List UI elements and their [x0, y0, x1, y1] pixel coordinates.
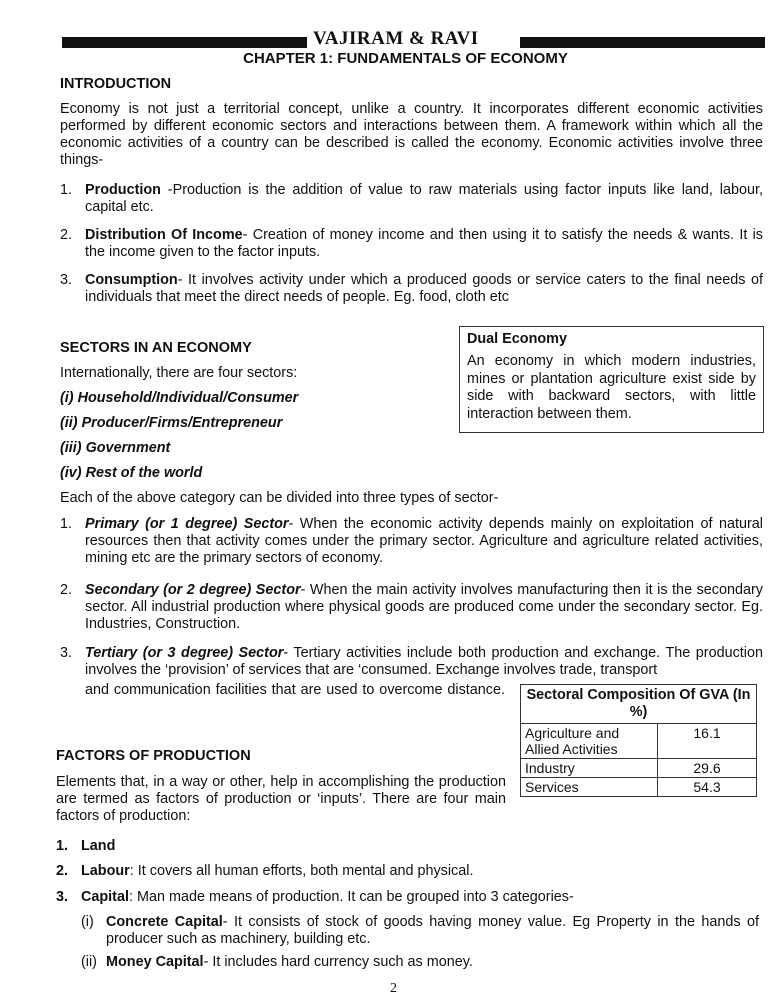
item-term: Land: [81, 838, 116, 854]
item-term: Distribution Of Income: [85, 227, 243, 243]
item-number: (ii): [81, 954, 97, 970]
sectors-intro: Internationally, there are four sectors:: [60, 365, 298, 381]
item-text: : Man made means of production. It can be grouped into 3 categories-: [128, 889, 574, 905]
item-term: Labour: [81, 863, 130, 879]
gva-table-title: Sectoral Composition Of GVA (In %): [520, 684, 757, 723]
factors-heading: FACTORS OF PRODUCTION: [56, 748, 251, 764]
item-number: 2.: [56, 863, 69, 879]
gva-label: Industry: [521, 759, 658, 778]
item-text: - Tertiary activities include both production and exchange. The production involves the ‘provision’ of services that are ‘consumed. Exchange involves trade, transport: [85, 645, 763, 678]
dual-economy-text: An economy in which modern industries, mines or plantation agriculture exist side by side with backward sectors, with little interaction between them.: [467, 353, 756, 422]
intro-paragraph: Economy is not just a territorial concept, unlike a country. It incorporates different economic activities performed by different economic sectors and interactions between them. A framework within which all the economic activities of a country can be described is called the economy. Economic activities involve three things-: [60, 101, 763, 168]
item-number: 1.: [60, 182, 73, 198]
item-term: Concrete Capital: [106, 914, 223, 930]
intro-heading: INTRODUCTION: [60, 76, 172, 92]
item-number: 3.: [56, 889, 69, 905]
sector-type-tertiary: [60, 645, 763, 679]
item-text: - When the economic activity depends mainly on exploitation of natural resources then that activity comes under the primary sector. Agriculture and agriculture related activities, mining etc are the primary sectors of economy.: [85, 516, 763, 566]
table-row: [521, 778, 757, 797]
factor-land: [56, 838, 756, 855]
chapter-title: CHAPTER 1: FUNDAMENTALS OF ECONOMY: [243, 50, 568, 67]
item-number: 3.: [60, 645, 73, 661]
item-term: Primary (or 1 degree) Sector: [85, 516, 289, 532]
item-number: (i): [81, 914, 94, 930]
item-term: Tertiary (or 3 degree) Sector: [85, 645, 284, 661]
gva-label: Services: [521, 778, 658, 797]
item-term: Money Capital: [106, 954, 204, 970]
sector-producer: (ii) Producer/Firms/Entrepreneur: [60, 415, 283, 431]
capital-type-money: [81, 954, 759, 971]
item-term: Secondary (or 2 degree) Sector: [85, 582, 301, 598]
header-bar-right: [520, 37, 765, 48]
factor-labour: [56, 863, 756, 880]
table-row: [521, 724, 757, 759]
intro-item-consumption: [60, 272, 763, 306]
header-bar-left: [62, 37, 307, 48]
page-number: 2: [390, 981, 397, 996]
sectors-heading: SECTORS IN AN ECONOMY: [60, 340, 252, 356]
item-number: 1.: [60, 516, 73, 532]
sector-rest-of-world: (iv) Rest of the world: [60, 465, 203, 481]
sectors-divided: Each of the above category can be divided into three types of sector-: [60, 490, 499, 506]
item-number: 2.: [60, 227, 73, 243]
gva-value: 29.6: [658, 759, 757, 778]
item-text: - It consists of stock of goods having money value. Eg Property in the hands of producer such as machinery, building etc.: [106, 914, 759, 947]
gva-label: Agriculture and Allied Activities: [521, 724, 658, 759]
item-text: -Production is the addition of value to raw materials using factor inputs like land, labour, capital etc.: [85, 182, 763, 215]
brand-title: VAJIRAM & RAVI: [313, 28, 479, 49]
item-number: 3.: [60, 272, 73, 288]
sector-government: (iii) Government: [60, 440, 171, 456]
item-number: 2.: [60, 582, 73, 598]
item-number: 1.: [56, 838, 69, 854]
item-text: - Creation of money income and then using it to satisfy the needs & wants. It is the income given to the factor inputs.: [85, 227, 763, 260]
factor-capital: [56, 889, 756, 906]
item-text: - When the main activity involves manufacturing then it is the secondary sector. All industrial production where physical goods are produced come under the secondary sector. Eg. Industries, Construction.: [85, 582, 763, 632]
gva-value: 54.3: [658, 778, 757, 797]
dual-economy-title: Dual Economy: [467, 331, 567, 347]
sector-type-secondary: [60, 582, 763, 633]
capital-type-concrete: [81, 914, 759, 948]
item-term: Capital: [81, 889, 129, 905]
gva-value: 16.1: [658, 724, 757, 759]
sector-household: (i) Household/Individual/Consumer: [60, 390, 299, 406]
item-text: - It includes hard currency such as money.: [203, 954, 473, 970]
item-text: - It involves activity under which a produced goods or service caters to the final needs of individuals that meet the direct needs of people. Eg. food, cloth etc: [85, 272, 763, 305]
sector-type-tertiary-continued: and communication facilities that are used to overcome distance.: [85, 682, 505, 698]
table-row: [521, 759, 757, 778]
factors-paragraph: Elements that, in a way or other, help in accomplishing the production are termed as factors of production or ‘inputs’. There are four main factors of production:: [56, 774, 506, 824]
sector-type-primary: [60, 516, 763, 567]
gva-table: [520, 684, 757, 797]
item-term: Consumption: [85, 272, 178, 288]
item-text: : It covers all human efforts, both mental and physical.: [129, 863, 474, 879]
dual-economy-box: [459, 326, 764, 433]
intro-item-production: [60, 182, 763, 216]
intro-item-distribution: [60, 227, 763, 261]
item-term: Production: [85, 182, 161, 198]
